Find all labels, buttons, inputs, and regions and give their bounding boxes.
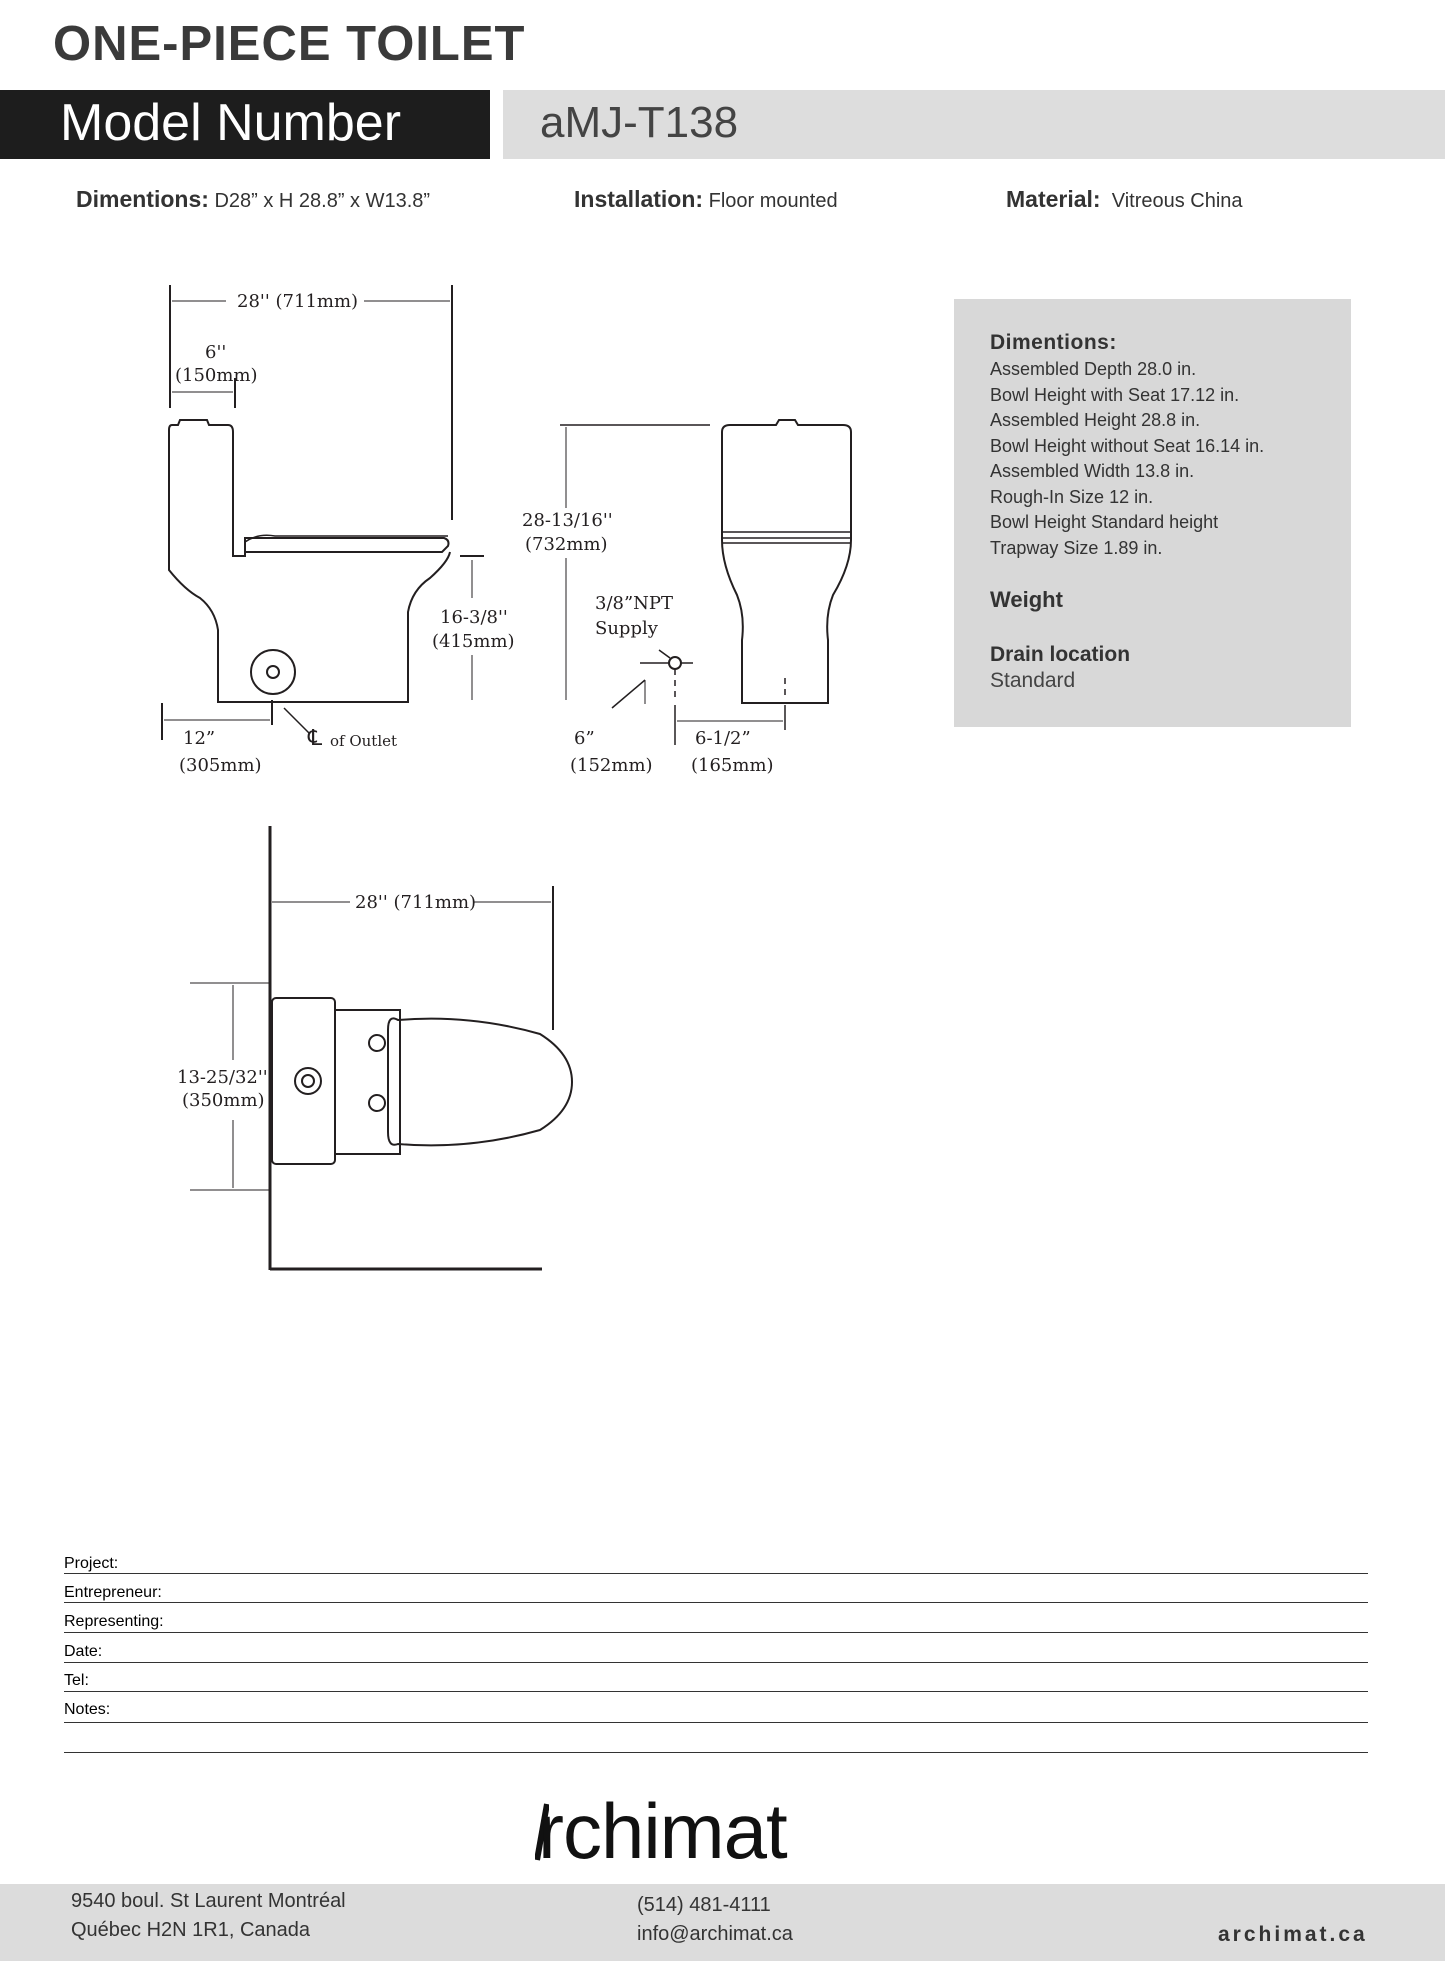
spec-installation-value: Floor mounted bbox=[708, 190, 838, 212]
spec-material-label: Material: bbox=[1006, 186, 1101, 212]
label-supply-offset-mm: (152mm) bbox=[570, 755, 653, 776]
panel-dimension-line: Rough-In Size 12 in. bbox=[990, 486, 1154, 507]
spec-material-value: Vitreous China bbox=[1111, 190, 1243, 212]
model-number-label: Model Number bbox=[60, 94, 402, 152]
label-bowl-height-in: 16-3/8'' bbox=[440, 607, 508, 628]
panel-dimension-line: Bowl Height without Seat 16.14 in. bbox=[990, 435, 1265, 456]
form-label-notes: Notes: bbox=[64, 1701, 111, 1718]
footer-website[interactable]: archimat.ca bbox=[1218, 1923, 1368, 1946]
footer-address-line1: 9540 boul. St Laurent Montréal bbox=[71, 1890, 346, 1912]
label-tank-offset-mm: (150mm) bbox=[175, 365, 258, 386]
spec-installation-label: Installation: bbox=[574, 186, 704, 212]
form-line-extra[interactable] bbox=[64, 1752, 1368, 1753]
label-roughin-mm: (305mm) bbox=[179, 755, 262, 776]
panel-dimension-line: Bowl Height Standard height bbox=[990, 512, 1219, 532]
label-supply-2: Supply bbox=[595, 618, 658, 639]
form-label-tel: Tel: bbox=[64, 1672, 89, 1689]
form-line-date[interactable] bbox=[64, 1662, 1368, 1663]
panel-drain-value: Standard bbox=[990, 669, 1076, 692]
form-label-date: Date: bbox=[64, 1643, 103, 1660]
label-roughin-in: 12” bbox=[183, 728, 216, 749]
form-label-entrepreneur: Entrepreneur: bbox=[64, 1584, 162, 1601]
form-line-entrepreneur[interactable] bbox=[64, 1602, 1368, 1603]
label-bowl-height-mm: (415mm) bbox=[432, 631, 515, 652]
label-outlet-symbol: ℄ bbox=[308, 726, 323, 751]
label-total-height-in: 28-13/16'' bbox=[522, 510, 613, 531]
label-top-depth: 28'' (711mm) bbox=[355, 892, 477, 913]
panel-dimension-line: Trapway Size 1.89 in. bbox=[990, 537, 1163, 558]
form-label-project: Project: bbox=[64, 1555, 119, 1572]
spec-dimensions-value: D28” x H 28.8” x W13.8” bbox=[214, 190, 431, 212]
label-tank-offset-in: 6'' bbox=[205, 342, 227, 363]
label-front-offset-in: 6-1/2” bbox=[695, 728, 751, 749]
front-view-drawing bbox=[560, 420, 851, 745]
label-outlet: of Outlet bbox=[330, 732, 398, 750]
label-side-depth: 28'' (711mm) bbox=[237, 291, 359, 312]
panel-dimension-line: Bowl Height with Seat 17.12 in. bbox=[990, 384, 1240, 405]
form-line-notes[interactable] bbox=[64, 1722, 1368, 1723]
label-front-offset-mm: (165mm) bbox=[691, 755, 774, 776]
footer-email[interactable]: info@archimat.ca bbox=[637, 1923, 793, 1945]
label-supply-offset-in: 6” bbox=[574, 728, 595, 749]
footer-phone[interactable]: (514) 481-4111 bbox=[637, 1894, 771, 1916]
model-number-value: aMJ-T138 bbox=[540, 98, 739, 147]
page-title: ONE-PIECE TOILET bbox=[53, 17, 526, 71]
form-line-project[interactable] bbox=[64, 1573, 1368, 1574]
label-top-width-in: 13-25/32'' bbox=[177, 1067, 268, 1088]
form-label-representing: Representing: bbox=[64, 1613, 164, 1630]
label-supply-1: 3/8”NPT bbox=[595, 593, 674, 614]
panel-dimensions-title: Dimentions: bbox=[990, 331, 1117, 354]
panel-dimension-line: Assembled Width 13.8 in. bbox=[990, 461, 1195, 481]
panel-dimension-line: Assembled Height 28.8 in. bbox=[990, 410, 1201, 430]
archimat-logo: rchimat bbox=[538, 1787, 787, 1875]
footer-address-line2: Québec H2N 1R1, Canada bbox=[71, 1919, 311, 1941]
label-top-width-mm: (350mm) bbox=[182, 1090, 265, 1111]
panel-drain-label: Drain location bbox=[990, 643, 1131, 666]
label-total-height-mm: (732mm) bbox=[525, 534, 608, 555]
form-line-tel[interactable] bbox=[64, 1691, 1368, 1692]
spec-dimensions-label: Dimentions: bbox=[76, 186, 209, 212]
form-line-representing[interactable] bbox=[64, 1632, 1368, 1633]
panel-weight-label: Weight bbox=[990, 587, 1063, 612]
panel-dimension-line: Assembled Depth 28.0 in. bbox=[990, 359, 1197, 379]
